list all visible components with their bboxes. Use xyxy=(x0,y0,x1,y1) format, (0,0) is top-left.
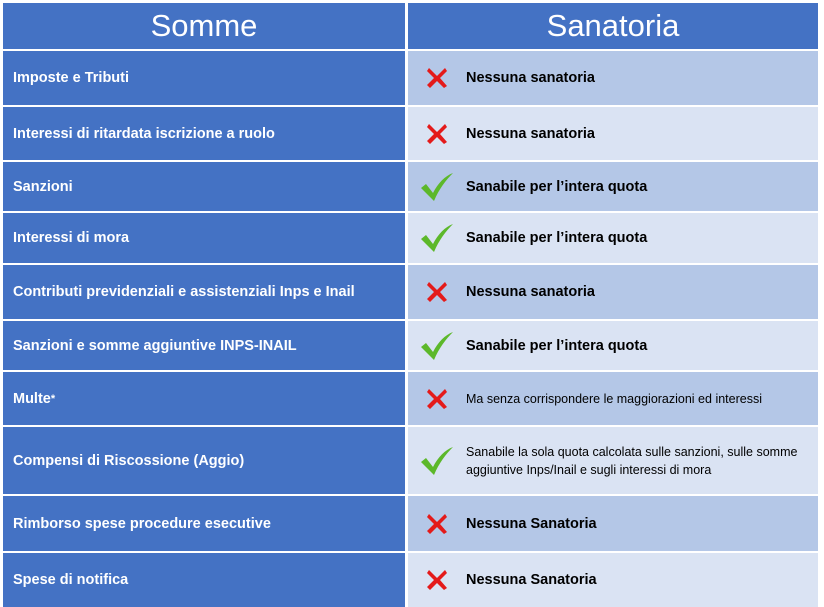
table-row xyxy=(3,213,818,265)
row-label: Sanzioni e somme aggiuntive INPS-INAIL xyxy=(3,321,408,370)
row-status xyxy=(408,427,818,494)
cross-icon xyxy=(420,563,454,597)
checkmark-icon xyxy=(420,444,454,478)
checkmark-icon xyxy=(420,221,454,255)
row-status xyxy=(408,553,818,607)
row-label: Spese di notifica xyxy=(3,553,408,607)
row-label: Sanzioni xyxy=(3,162,408,211)
row-status-text: Sanabile per l’intera quota xyxy=(466,337,648,354)
row-status xyxy=(408,51,818,105)
sanatoria-table xyxy=(3,3,818,607)
cross-icon xyxy=(420,382,454,416)
table-header xyxy=(3,3,818,51)
table-row xyxy=(3,553,818,607)
row-status-text: Nessuna sanatoria xyxy=(466,70,595,86)
cross-icon xyxy=(420,61,454,95)
row-label: Rimborso spese procedure esecutive xyxy=(3,496,408,551)
row-status-text: Nessuna Sanatoria xyxy=(466,572,597,588)
row-status-text: Ma senza corrispondere le maggiorazioni ed interessi xyxy=(466,391,762,406)
table-row xyxy=(3,162,818,213)
row-status-text: Nessuna sanatoria xyxy=(466,284,595,300)
row-status-text: Nessuna sanatoria xyxy=(466,125,595,142)
row-status-text: Sanabile per l’intera quota xyxy=(466,230,648,246)
table-row xyxy=(3,372,818,427)
row-status xyxy=(408,321,818,370)
row-status-text: Sanabile per l’intera quota xyxy=(466,178,648,195)
cross-icon xyxy=(420,507,454,541)
row-label: Interessi di ritardata iscrizione a ruolo xyxy=(3,107,408,160)
table-row xyxy=(3,51,818,107)
table-row xyxy=(3,427,818,496)
row-status-text: Nessuna Sanatoria xyxy=(466,515,597,532)
row-status xyxy=(408,372,818,425)
row-status xyxy=(408,496,818,551)
header-somme: Somme xyxy=(3,3,408,49)
row-label-text: Multe xyxy=(13,390,51,407)
table-row xyxy=(3,265,818,321)
row-label: Imposte e Tributi xyxy=(3,51,408,105)
row-status xyxy=(408,265,818,319)
row-status xyxy=(408,162,818,211)
table-row xyxy=(3,107,818,162)
footnote-marker: * xyxy=(50,392,56,405)
row-label: Compensi di Riscossione (Aggio) xyxy=(3,427,408,494)
table-row xyxy=(3,496,818,553)
row-status xyxy=(408,213,818,263)
row-status-text: Sanabile la sola quota calcolata sulle sanzioni, sulle somme aggiuntive Inps/Inail e sugli interessi di mora xyxy=(466,444,798,477)
row-label xyxy=(3,372,408,425)
cross-icon xyxy=(420,117,454,151)
row-label: Contributi previdenziali e assistenziali Inps e Inail xyxy=(3,265,408,319)
row-label: Interessi di mora xyxy=(3,213,408,263)
table-row xyxy=(3,321,818,372)
checkmark-icon xyxy=(420,329,454,363)
checkmark-icon xyxy=(420,170,454,204)
header-sanatoria: Sanatoria xyxy=(408,3,818,49)
cross-icon xyxy=(420,275,454,309)
row-status xyxy=(408,107,818,160)
